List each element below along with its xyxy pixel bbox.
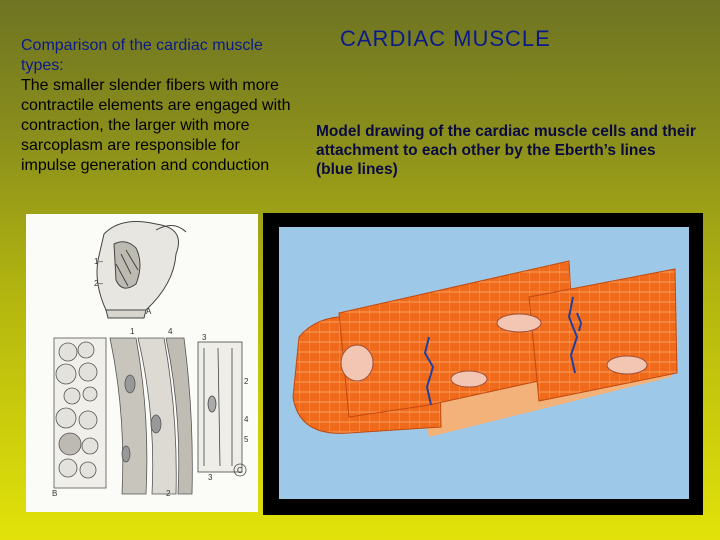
label-A: A	[146, 307, 152, 316]
label-2b: 2	[244, 377, 249, 386]
label-4: 4	[168, 327, 173, 336]
model-svg	[279, 227, 689, 499]
label-2a: 2–	[94, 279, 103, 288]
comparison-body: The smaller slender fibers with more contractile elements are engaged with contraction, the larger with more sarcoplasm are responsible for impulse generation and conduction	[21, 77, 291, 174]
nucleus	[497, 314, 541, 332]
label-B: B	[52, 489, 58, 498]
label-2c: 2	[166, 489, 171, 498]
nucleus	[607, 356, 647, 374]
label-3: 3	[202, 333, 207, 342]
cardiac-cell-model	[279, 227, 689, 499]
label-3b: 3	[208, 473, 213, 482]
nucleus	[451, 371, 487, 387]
label-C: C	[237, 466, 243, 475]
cross-section-B	[54, 338, 106, 488]
cardiac-cell-model-frame	[263, 213, 703, 515]
label-1a: 1–	[94, 257, 103, 266]
cardiac-fiber-types-drawing	[26, 214, 258, 512]
single-fibers-C	[198, 342, 242, 472]
label-5: 5	[244, 435, 249, 444]
model-caption: Model drawing of the cardiac muscle cells and their attachment to each other by the Eberth’s lines (blue lines)	[316, 123, 696, 178]
comparison-heading: Comparison of the cardiac muscle types:	[21, 37, 263, 74]
nucleus	[341, 345, 373, 381]
longitudinal-fibers	[110, 338, 192, 494]
label-1b: 1	[130, 327, 135, 336]
heart-sketch	[97, 222, 186, 318]
drawing-svg	[26, 214, 258, 512]
comparison-description	[21, 36, 291, 176]
slide-title: CARDIAC MUSCLE	[340, 26, 551, 51]
label-4b: 4	[244, 415, 249, 424]
